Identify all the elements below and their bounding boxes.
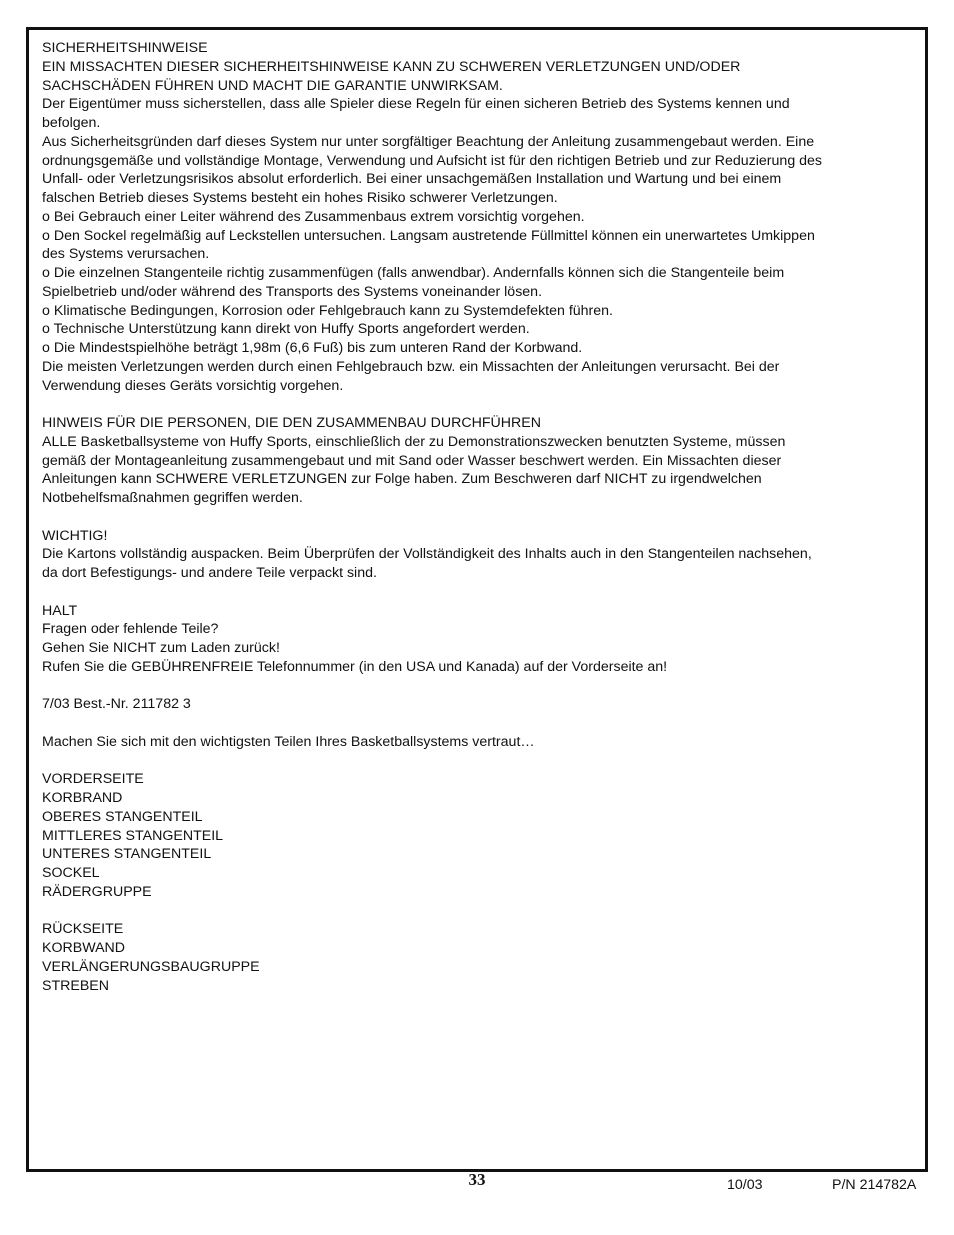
important-line: Die Kartons vollständig auspacken. Beim Überprüfen der Vollständigkeit des Inhalts auch in den Stangenteilen nachsehen, [42, 546, 812, 563]
section-spacer [42, 677, 914, 696]
safety-text-line: Unfall- oder Verletzungsrisikos absolut erforderlich. Bei einer unsachgemäßen Installation und Wartung und bei einem [42, 171, 782, 188]
safety-warning-line: EIN MISSACHTEN DIESER SICHERHEITSHINWEISE KANN ZU SCHWEREN VERLETZUNGEN UND/ODER [42, 58, 741, 75]
order-number-section [42, 695, 914, 714]
safety-text-line: Verwendung dieses Geräts vorsichtig vorgehen. [42, 377, 344, 394]
part-list-item: MITTLERES STANGENTEIL [42, 827, 224, 844]
safety-text-line: Aus Sicherheitsgründen darf dieses System nur unter sorgfältiger Beachtung der Anleitung zusammengebaut werden. Eine [42, 133, 815, 150]
intro-parts-line: Machen Sie sich mit den wichtigsten Teilen Ihres Basketballsystems vertraut… [42, 733, 535, 750]
part-list-item: VERLÄNGERUNGSBAUGRUPPE [42, 958, 260, 975]
part-list-item: KORBWAND [42, 940, 126, 956]
safety-warning-line: SACHSCHÄDEN FÜHREN UND MACHT DIE GARANTIE UNWIRKSAM. [42, 77, 503, 94]
safety-bullet-line: o Klimatische Bedingungen, Korrosion oder Fehlgebrauch kann zu Systemdefekten führen. [42, 302, 613, 319]
section-spacer [42, 395, 914, 414]
safety-bullet-line: o Technische Unterstützung kann direkt von Huffy Sports angefordert werden. [42, 321, 530, 338]
safety-heading: SICHERHEITSHINWEISE [42, 40, 208, 56]
section-spacer [42, 752, 914, 771]
document-body [42, 39, 914, 995]
safety-bullet-line: des Systems verursachen. [42, 246, 210, 263]
part-list-item: STREBEN [42, 977, 110, 994]
safety-bullet-line: o Bei Gebrauch einer Leiter während des Zusammenbaus extrem vorsichtig vorgehen. [42, 208, 585, 225]
section-spacer [42, 583, 914, 602]
part-list-item: KORBRAND [42, 790, 123, 806]
safety-bullet-line: o Den Sockel regelmäßig auf Leckstellen untersuchen. Langsam austretende Füllmittel können ein unerwartetes Umkippen [42, 227, 815, 244]
section-spacer [42, 902, 914, 921]
assembler-notice-line: ALLE Basketballsysteme von Huffy Sports, einschließlich der zu Demonstrationszwecken benutzten Systeme, müssen [42, 433, 786, 450]
stop-line: Gehen Sie NICHT zum Laden zurück! [42, 640, 280, 656]
part-list-item: RÄDERGRUPPE [42, 883, 152, 900]
safety-text-line: Der Eigentümer muss sicherstellen, dass alle Spieler diese Regeln für einen sicheren Betrieb des Systems kennen und [42, 96, 790, 113]
important-heading: WICHTIG! [42, 527, 108, 544]
stop-heading: HALT [42, 602, 78, 619]
part-list-item: OBERES STANGENTEIL [42, 808, 203, 825]
section-spacer [42, 714, 914, 733]
safety-text-line: Die meisten Verletzungen werden durch einen Fehlgebrauch bzw. ein Missachten der Anleitungen verursacht. Bei der [42, 358, 780, 375]
safety-text-line: falschen Betrieb dieses Systems besteht ein hohes Risiko schwerer Verletzungen. [42, 190, 558, 206]
stop-section [42, 602, 914, 677]
footer-part-number: P/N 214782A [832, 1177, 917, 1193]
assembler-notice-line: Notbehelfsmaßnahmen gegriffen werden. [42, 490, 303, 506]
footer-date: 10/03 [727, 1177, 763, 1193]
back-parts-list [42, 920, 914, 995]
important-section [42, 527, 914, 583]
safety-bullet-line: o Die Mindestspielhöhe beträgt 1,98m (6,6 Fuß) bis zum unteren Rand der Korbwand. [42, 340, 583, 356]
page-number: 33 [468, 1170, 486, 1189]
stop-line: Rufen Sie die GEBÜHRENFREIE Telefonnummer (in den USA und Kanada) auf der Vorderseite an! [42, 658, 668, 675]
important-line: da dort Befestigungs- und andere Teile verpackt sind. [42, 565, 377, 581]
front-parts-list [42, 770, 914, 901]
safety-bullet-line: o Die einzelnen Stangenteile richtig zusammenfügen (falls anwendbar). Andernfalls können sich die Stangenteile beim [42, 265, 785, 281]
safety-text-line: befolgen. [42, 115, 101, 131]
section-spacer [42, 508, 914, 527]
assembler-notice-section [42, 414, 914, 508]
safety-text-line: ordnungsgemäße und vollständige Montage, Verwendung und Aufsicht ist für den richtigen Betrieb und zur Reduzierung des [42, 152, 823, 169]
part-list-item: UNTERES STANGENTEIL [42, 846, 212, 863]
order-number-line: 7/03 Best.-Nr. 211782 3 [42, 696, 191, 713]
back-parts-heading: RÜCKSEITE [42, 921, 124, 938]
intro-parts-section [42, 733, 914, 752]
part-list-item: SOCKEL [42, 865, 100, 881]
safety-bullet-line: Spielbetrieb und/oder während des Transports des Systems voneinander lösen. [42, 283, 543, 300]
assembler-notice-heading: HINWEIS FÜR DIE PERSONEN, DIE DEN ZUSAMMENBAU DURCHFÜHREN [42, 415, 541, 431]
safety-instructions-section [42, 39, 914, 395]
front-parts-heading: VORDERSEITE [42, 771, 144, 788]
assembler-notice-line: gemäß der Montageanleitung zusammengebaut und mit Sand oder Wasser beschwert werden. Ein Missachten dieser [42, 452, 782, 469]
assembler-notice-line: Anleitungen kann SCHWERE VERLETZUNGEN zur Folge haben. Zum Beschweren darf NICHT zu irgendwelchen [42, 471, 762, 488]
stop-line: Fragen oder fehlende Teile? [42, 621, 219, 638]
page-border-frame [26, 27, 928, 1172]
